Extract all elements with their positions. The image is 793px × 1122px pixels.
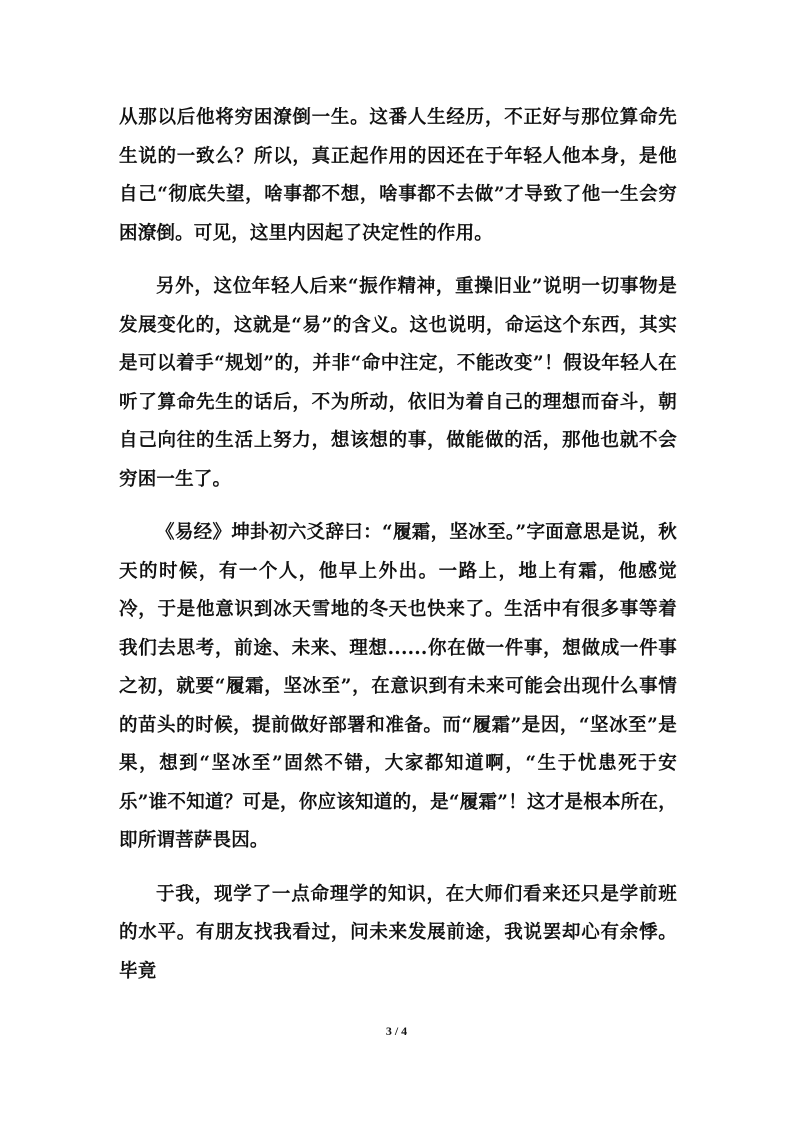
paragraph-4: 于我，现学了一点命理学的知识，在大师们看来还只是学前班的水平。有朋友找我看过，问未来发展前途，我说罢却心有余悸。毕竟 [119,883,677,982]
paragraph-1: 从那以后他将穷困潦倒一生。这番人生经历，不正好与那位算命先生说的一致么？所以，真正起作用的因还在于年轻人他本身，是他自己“彻底失望，啥事都不想，啥事都不去做”才导致了他一生会穷困潦倒。可见，这里内因起了决定性的作用。 [119,107,677,244]
document-body [119,99,677,991]
paragraph-3: 《易经》坤卦初六爻辞曰：“履霜，坚冰至。”字面意思是说，秋天的时候，有一个人，他早上外出。一路上，地上有霜，他感觉冷，于是他意识到冰天雪地的冬天也快来了。生活中有很多事等着我们去思考，前途、未来、理想......你在做一件事，想做成一件事之初，就要“履霜，坚冰至”，在意识到有未来可能会出现什么事情的苗头的时候，提前做好部署和准备。而“履霜”是因，“坚冰至”是果，想到“坚冰至”固然不错，大家都知道啊，“生于忧患死于安乐”谁不知道？可是，你应该知道的，是“履霜”！这才是根本所在，即所谓菩萨畏因。 [119,522,677,851]
paragraph-2: 另外，这位年轻人后来“振作精神，重操旧业”说明一切事物是发展变化的，这就是“易”的含义。这也说明，命运这个东西，其实是可以着手“规划”的，并非“命中注定，不能改变”！假设年轻人在听了算命先生的话后，不为所动，依旧为着自己的理想而奋斗，朝自己向往的生活上努力，想该想的事，做能做的活，那他也就不会穷困一生了。 [119,276,677,490]
page-number: 3 / 4 [385,1024,408,1038]
